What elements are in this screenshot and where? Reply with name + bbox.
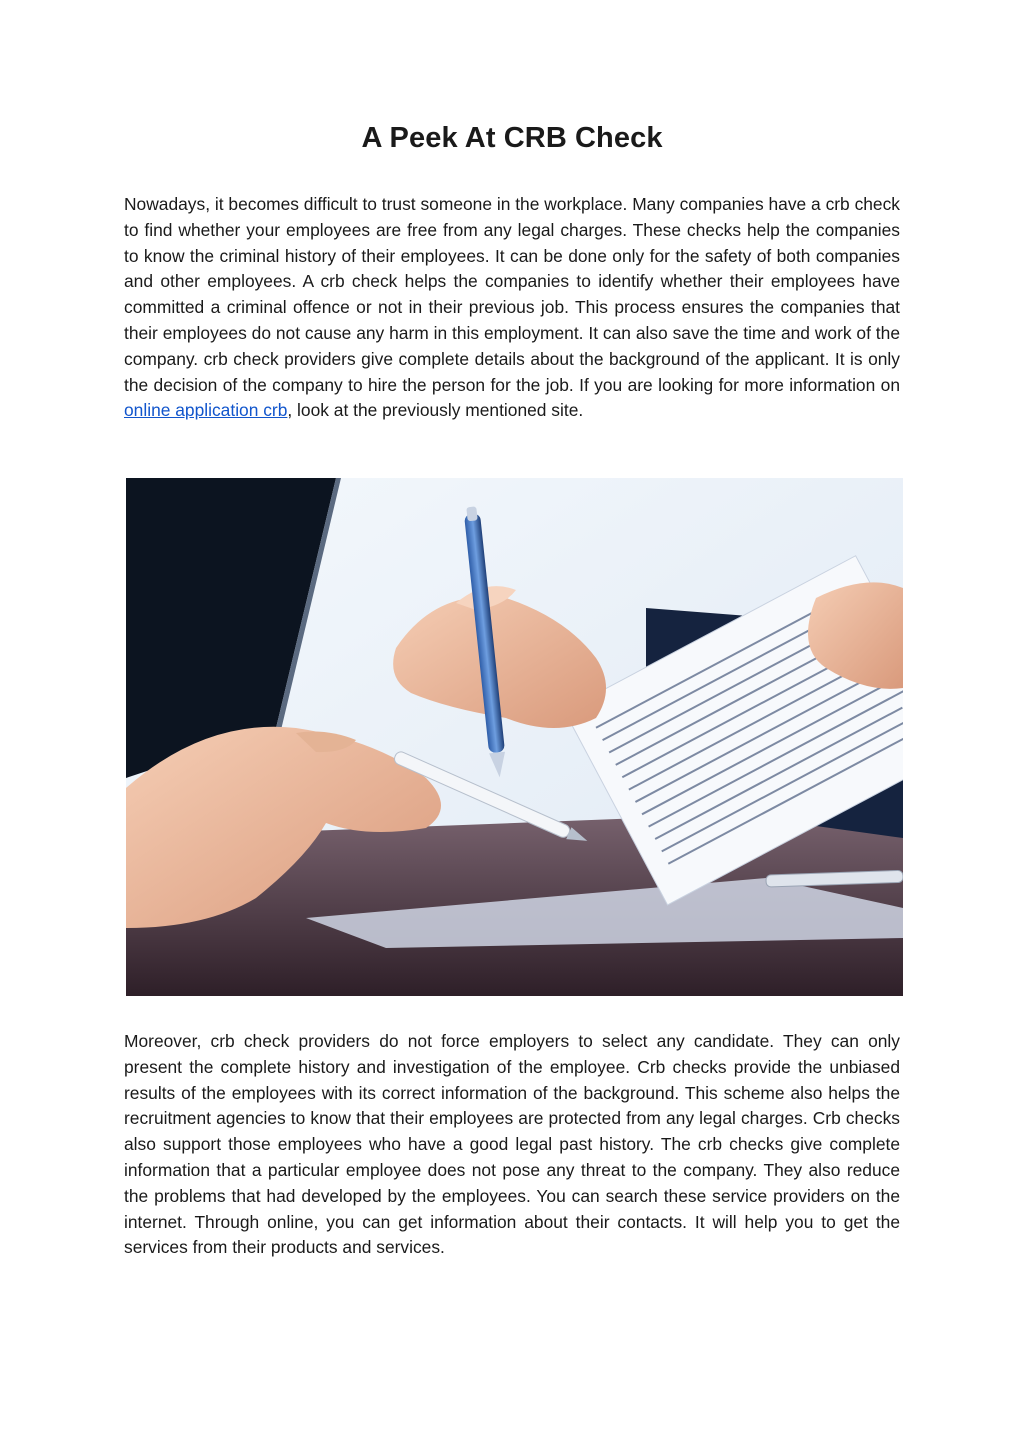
page-title: A Peek At CRB Check (361, 122, 663, 154)
intro-text: Nowadays, it becomes difficult to trust someone in the workplace. Many companies have a crb check to find whether your employees are free from any legal charges. These checks help the companies to know the criminal history of their employees. It can be done only for the safety of both companies and other employees. A crb check helps the companies to identify whether their employees have committed a criminal offence or not in their previous job. This process ensures the companies that their employees do not cause any harm in this employment. It can also save the time and work of the company. crb check providers give complete details about the background of the applicant. It is only the decision of the company to hire the person for the job. If you are looking for more information on (124, 194, 900, 395)
article-photo (126, 478, 903, 996)
intro-paragraph (124, 192, 900, 424)
intro-text-end: , look at the previously mentioned site. (287, 400, 584, 421)
online-application-crb-link[interactable]: online application crb (124, 400, 288, 421)
hands-documents-illustration (126, 478, 903, 996)
body-paragraph: Moreover, crb check providers do not force employers to select any candidate. They can only present the complete history and investigation of the employee. Crb checks provide the unbiased results of the employees with its correct information of the background. This scheme also helps the recruitment agencies to know that their employees are protected from any legal charges. Crb checks also support those employees who have a good legal past history. The crb checks give complete information that a particular employee does not pose any threat to the company. They also reduce the problems that had developed by the employees. You can search these service providers on the internet. Through online, you can get information about their contacts. It will help you to get the services from their products and services. (124, 1031, 900, 1258)
